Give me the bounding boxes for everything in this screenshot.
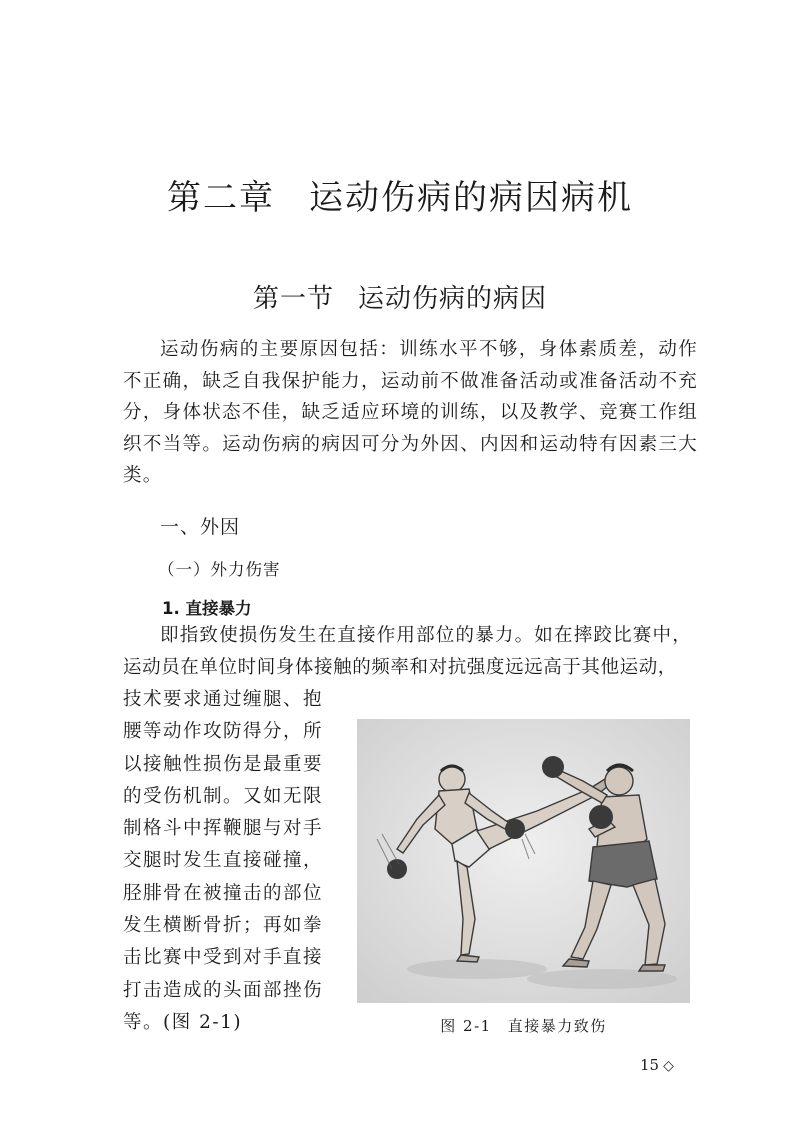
wrapped-line: 的受伤机制。又如无限 xyxy=(123,785,324,807)
wrapped-line: 击比赛中受到对手直接 xyxy=(123,947,324,969)
intro-paragraph: 运动伤病的主要原因包括：训练水平不够，身体素质差，动作不正确，缺乏自我保护能力，运动前不做准备活动或准备活动不充分，身体状态不佳，缺乏适应环境的训练，以及教学、竞赛工作组织不当等。运动伤病的病因可分为外因、内因和运动特有因素三大类。 xyxy=(123,339,698,486)
figure-illustration xyxy=(357,719,690,1003)
heading-external-causes: 一、外因 xyxy=(160,516,241,538)
figure-number: 图 2-1 xyxy=(440,1017,492,1035)
wrapped-text-column xyxy=(123,684,338,1039)
figure-caption-text: 直接暴力致伤 xyxy=(507,1017,607,1035)
heading-external-force: （一）外力伤害 xyxy=(158,560,281,579)
figure-caption xyxy=(357,1015,690,1036)
heading-direct-violence: 1. 直接暴力 xyxy=(162,599,252,618)
chapter-title: 运动伤病的病因病机 xyxy=(309,178,633,218)
wrapped-line: 腰等动作攻防得分，所 xyxy=(123,721,324,743)
wrapped-line: 技术要求通过缠腿、抱 xyxy=(123,689,324,710)
wrapped-line: 打击造成的头面部挫伤 xyxy=(123,979,324,1001)
wrapped-line: 交腿时发生直接碰撞， xyxy=(123,850,324,872)
wrapped-line: 制格斗中挥鞭腿与对手 xyxy=(123,818,324,840)
page-number xyxy=(640,1056,674,1074)
section-title: 运动伤病的病因 xyxy=(358,284,548,314)
section-heading xyxy=(0,278,800,315)
chapter-number: 第二章 xyxy=(167,178,275,218)
section-number: 第一节 xyxy=(252,284,334,314)
diamond-icon: ◇ xyxy=(663,1058,674,1074)
page-number-value: 15 xyxy=(640,1056,660,1074)
boxing-kick-illustration-icon xyxy=(357,719,690,1003)
body-paragraph xyxy=(123,620,698,683)
wrapped-line: 发生横断骨折；再如拳 xyxy=(123,915,324,937)
wrapped-line: 等。(图 2-1) xyxy=(123,1011,243,1033)
wrapped-line: 以接触性损伤是最重要 xyxy=(123,753,324,775)
body-line: 运动员在单位时间身体接触的频率和对抗强度远远高于其他运动， xyxy=(123,656,677,678)
wrapped-line: 胫腓骨在被撞击的部位 xyxy=(123,882,324,904)
body-line: 即指致使损伤发生在直接作用部位的暴力。如在摔跤比赛中， xyxy=(160,625,692,646)
chapter-heading xyxy=(0,170,800,219)
